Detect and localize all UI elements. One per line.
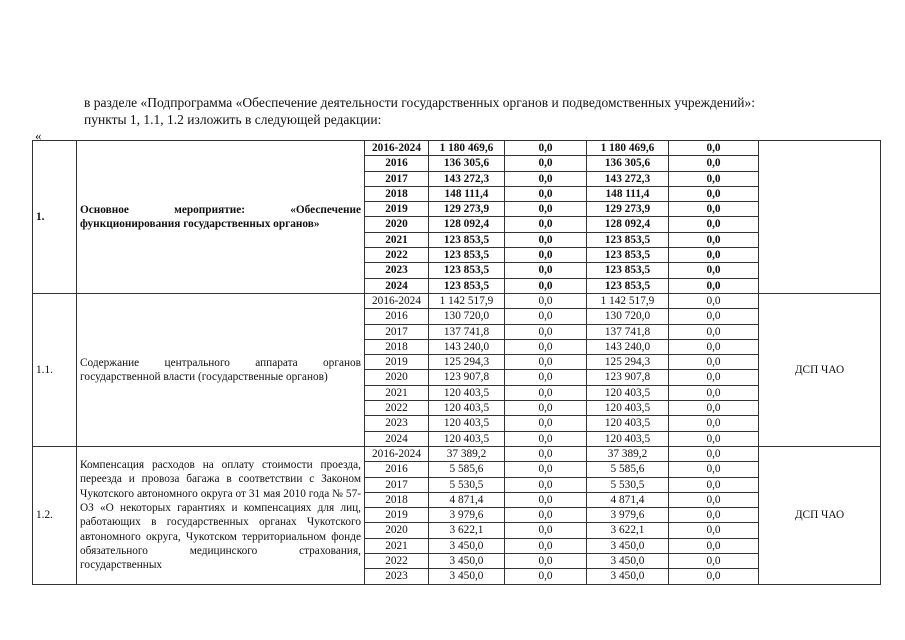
program-table <box>32 140 881 585</box>
amount-cell-c3: 1 180 469,6 <box>587 141 669 156</box>
amount-cell-c4: 0,0 <box>669 569 759 584</box>
amount-cell-c4: 0,0 <box>669 278 759 293</box>
amount-cell-c3: 120 403,5 <box>587 431 669 446</box>
amount-cell-c2: 0,0 <box>505 401 587 416</box>
amount-cell-c3: 123 853,5 <box>587 248 669 263</box>
amount-cell-c1: 3 622,1 <box>429 523 505 538</box>
year-cell: 2017 <box>365 171 429 186</box>
amount-cell-c2: 0,0 <box>505 232 587 247</box>
amount-cell-c4: 0,0 <box>669 508 759 523</box>
amount-cell-c1: 148 111,4 <box>429 186 505 201</box>
amount-cell-c4: 0,0 <box>669 339 759 354</box>
amount-cell-c3: 5 585,6 <box>587 462 669 477</box>
amount-cell-c2: 0,0 <box>505 508 587 523</box>
amount-cell-c3: 137 741,8 <box>587 324 669 339</box>
amount-cell-c2: 0,0 <box>505 492 587 507</box>
amount-cell-c1: 3 979,6 <box>429 508 505 523</box>
amount-cell-c4: 0,0 <box>669 186 759 201</box>
amount-cell-c2: 0,0 <box>505 202 587 217</box>
year-cell: 2016-2024 <box>365 141 429 156</box>
amount-cell-c4: 0,0 <box>669 202 759 217</box>
amount-cell-c1: 123 907,8 <box>429 370 505 385</box>
amount-cell-c2: 0,0 <box>505 278 587 293</box>
amount-cell-c3: 4 871,4 <box>587 492 669 507</box>
amount-cell-c3: 1 142 517,9 <box>587 293 669 308</box>
amount-cell-c1: 143 272,3 <box>429 171 505 186</box>
amount-cell-c2: 0,0 <box>505 370 587 385</box>
amount-cell-c3: 123 853,5 <box>587 278 669 293</box>
amount-cell-c4: 0,0 <box>669 477 759 492</box>
amount-cell-c4: 0,0 <box>669 401 759 416</box>
amount-cell-c1: 1 142 517,9 <box>429 293 505 308</box>
year-cell: 2016 <box>365 309 429 324</box>
table-row <box>33 446 881 461</box>
amount-cell-c3: 3 450,0 <box>587 554 669 569</box>
amount-cell-c2: 0,0 <box>505 339 587 354</box>
amount-cell-c1: 5 585,6 <box>429 462 505 477</box>
amount-cell-c3: 123 853,5 <box>587 232 669 247</box>
amount-cell-c3: 136 305,6 <box>587 156 669 171</box>
amount-cell-c1: 123 853,5 <box>429 278 505 293</box>
amount-cell-c1: 120 403,5 <box>429 401 505 416</box>
amount-cell-c2: 0,0 <box>505 217 587 232</box>
year-cell: 2019 <box>365 355 429 370</box>
item-number: 1.2. <box>33 446 77 584</box>
amount-cell-c2: 0,0 <box>505 462 587 477</box>
intro-line-1: в разделе «Подпрограмма «Обеспечение деятельности государственных органов и подведомственных учреждений»: <box>84 95 756 110</box>
year-cell: 2019 <box>365 202 429 217</box>
year-cell: 2023 <box>365 569 429 584</box>
item-number: 1. <box>33 141 77 294</box>
amount-cell-c1: 125 294,3 <box>429 355 505 370</box>
year-cell: 2020 <box>365 370 429 385</box>
amount-cell-c3: 120 403,5 <box>587 401 669 416</box>
amount-cell-c3: 128 092,4 <box>587 217 669 232</box>
amount-cell-c3: 3 979,6 <box>587 508 669 523</box>
amount-cell-c2: 0,0 <box>505 523 587 538</box>
year-cell: 2022 <box>365 554 429 569</box>
amount-cell-c3: 3 622,1 <box>587 523 669 538</box>
amount-cell-c2: 0,0 <box>505 263 587 278</box>
amount-cell-c1: 5 530,5 <box>429 477 505 492</box>
intro-text <box>84 94 864 128</box>
amount-cell-c2: 0,0 <box>505 385 587 400</box>
amount-cell-c1: 1 180 469,6 <box>429 141 505 156</box>
year-cell: 2018 <box>365 186 429 201</box>
year-cell: 2017 <box>365 477 429 492</box>
executor-cell: ДСП ЧАО <box>759 293 881 446</box>
amount-cell-c1: 143 240,0 <box>429 339 505 354</box>
amount-cell-c2: 0,0 <box>505 569 587 584</box>
table-row <box>33 141 881 156</box>
amount-cell-c4: 0,0 <box>669 293 759 308</box>
amount-cell-c3: 125 294,3 <box>587 355 669 370</box>
amount-cell-c3: 3 450,0 <box>587 569 669 584</box>
amount-cell-c4: 0,0 <box>669 156 759 171</box>
year-cell: 2016-2024 <box>365 446 429 461</box>
year-cell: 2016 <box>365 156 429 171</box>
amount-cell-c4: 0,0 <box>669 263 759 278</box>
amount-cell-c4: 0,0 <box>669 446 759 461</box>
amount-cell-c1: 137 741,8 <box>429 324 505 339</box>
amount-cell-c1: 120 403,5 <box>429 385 505 400</box>
amount-cell-c4: 0,0 <box>669 309 759 324</box>
amount-cell-c4: 0,0 <box>669 324 759 339</box>
amount-cell-c1: 3 450,0 <box>429 569 505 584</box>
amount-cell-c1: 123 853,5 <box>429 248 505 263</box>
amount-cell-c1: 123 853,5 <box>429 232 505 247</box>
opening-quote-mark: « <box>35 128 42 143</box>
year-cell: 2023 <box>365 416 429 431</box>
amount-cell-c4: 0,0 <box>669 248 759 263</box>
item-number: 1.1. <box>33 293 77 446</box>
amount-cell-c2: 0,0 <box>505 554 587 569</box>
amount-cell-c4: 0,0 <box>669 232 759 247</box>
amount-cell-c2: 0,0 <box>505 446 587 461</box>
amount-cell-c3: 37 389,2 <box>587 446 669 461</box>
amount-cell-c2: 0,0 <box>505 355 587 370</box>
amount-cell-c1: 4 871,4 <box>429 492 505 507</box>
amount-cell-c3: 120 403,5 <box>587 385 669 400</box>
executor-cell <box>759 141 881 294</box>
year-cell: 2021 <box>365 385 429 400</box>
amount-cell-c4: 0,0 <box>669 370 759 385</box>
amount-cell-c4: 0,0 <box>669 217 759 232</box>
intro-line-2: пункты 1, 1.1, 1.2 изложить в следующей редакции: <box>84 112 382 127</box>
amount-cell-c4: 0,0 <box>669 171 759 186</box>
amount-cell-c4: 0,0 <box>669 462 759 477</box>
year-cell: 2018 <box>365 339 429 354</box>
amount-cell-c4: 0,0 <box>669 492 759 507</box>
amount-cell-c2: 0,0 <box>505 431 587 446</box>
year-cell: 2016 <box>365 462 429 477</box>
amount-cell-c2: 0,0 <box>505 416 587 431</box>
amount-cell-c3: 120 403,5 <box>587 416 669 431</box>
year-cell: 2021 <box>365 538 429 553</box>
amount-cell-c2: 0,0 <box>505 171 587 186</box>
amount-cell-c1: 129 273,9 <box>429 202 505 217</box>
year-cell: 2019 <box>365 508 429 523</box>
amount-cell-c3: 123 907,8 <box>587 370 669 385</box>
item-name: Компенсация расходов на оплату стоимости проезда, переезда и провоза багажа в соответствии с Законом Чукотского автономного округа от 31 мая 2010 года № 57-ОЗ «О некоторых гарантиях и компенсациях для лиц, работающих в государственных органах Чукотского автономного округа, Чукотском территориальном фонде обязательного медицинского страхования, государственных <box>77 446 365 584</box>
amount-cell-c3: 130 720,0 <box>587 309 669 324</box>
amount-cell-c3: 148 111,4 <box>587 186 669 201</box>
amount-cell-c2: 0,0 <box>505 141 587 156</box>
table-row <box>33 293 881 308</box>
amount-cell-c1: 3 450,0 <box>429 538 505 553</box>
amount-cell-c4: 0,0 <box>669 385 759 400</box>
amount-cell-c4: 0,0 <box>669 431 759 446</box>
amount-cell-c1: 37 389,2 <box>429 446 505 461</box>
amount-cell-c4: 0,0 <box>669 554 759 569</box>
amount-cell-c2: 0,0 <box>505 248 587 263</box>
item-name: Содержание центрального аппарата органов государственной власти (государственные органов) <box>77 293 365 446</box>
amount-cell-c1: 136 305,6 <box>429 156 505 171</box>
amount-cell-c3: 5 530,5 <box>587 477 669 492</box>
year-cell: 2018 <box>365 492 429 507</box>
amount-cell-c1: 128 092,4 <box>429 217 505 232</box>
amount-cell-c3: 123 853,5 <box>587 263 669 278</box>
amount-cell-c2: 0,0 <box>505 477 587 492</box>
amount-cell-c4: 0,0 <box>669 416 759 431</box>
amount-cell-c3: 3 450,0 <box>587 538 669 553</box>
year-cell: 2024 <box>365 431 429 446</box>
amount-cell-c1: 120 403,5 <box>429 431 505 446</box>
year-cell: 2022 <box>365 401 429 416</box>
amount-cell-c2: 0,0 <box>505 186 587 201</box>
amount-cell-c4: 0,0 <box>669 141 759 156</box>
year-cell: 2022 <box>365 248 429 263</box>
amount-cell-c2: 0,0 <box>505 324 587 339</box>
amount-cell-c4: 0,0 <box>669 538 759 553</box>
amount-cell-c2: 0,0 <box>505 309 587 324</box>
item-name: Основное мероприятие: «Обеспечение функционирования государственных органов» <box>77 141 365 294</box>
amount-cell-c1: 130 720,0 <box>429 309 505 324</box>
amount-cell-c2: 0,0 <box>505 156 587 171</box>
year-cell: 2017 <box>365 324 429 339</box>
amount-cell-c1: 3 450,0 <box>429 554 505 569</box>
amount-cell-c1: 120 403,5 <box>429 416 505 431</box>
table-body <box>33 141 881 585</box>
year-cell: 2023 <box>365 263 429 278</box>
executor-cell: ДСП ЧАО <box>759 446 881 584</box>
amount-cell-c4: 0,0 <box>669 523 759 538</box>
year-cell: 2024 <box>365 278 429 293</box>
amount-cell-c3: 143 240,0 <box>587 339 669 354</box>
amount-cell-c2: 0,0 <box>505 293 587 308</box>
amount-cell-c1: 123 853,5 <box>429 263 505 278</box>
amount-cell-c3: 143 272,3 <box>587 171 669 186</box>
amount-cell-c3: 129 273,9 <box>587 202 669 217</box>
year-cell: 2021 <box>365 232 429 247</box>
year-cell: 2016-2024 <box>365 293 429 308</box>
amount-cell-c4: 0,0 <box>669 355 759 370</box>
amount-cell-c2: 0,0 <box>505 538 587 553</box>
year-cell: 2020 <box>365 523 429 538</box>
year-cell: 2020 <box>365 217 429 232</box>
